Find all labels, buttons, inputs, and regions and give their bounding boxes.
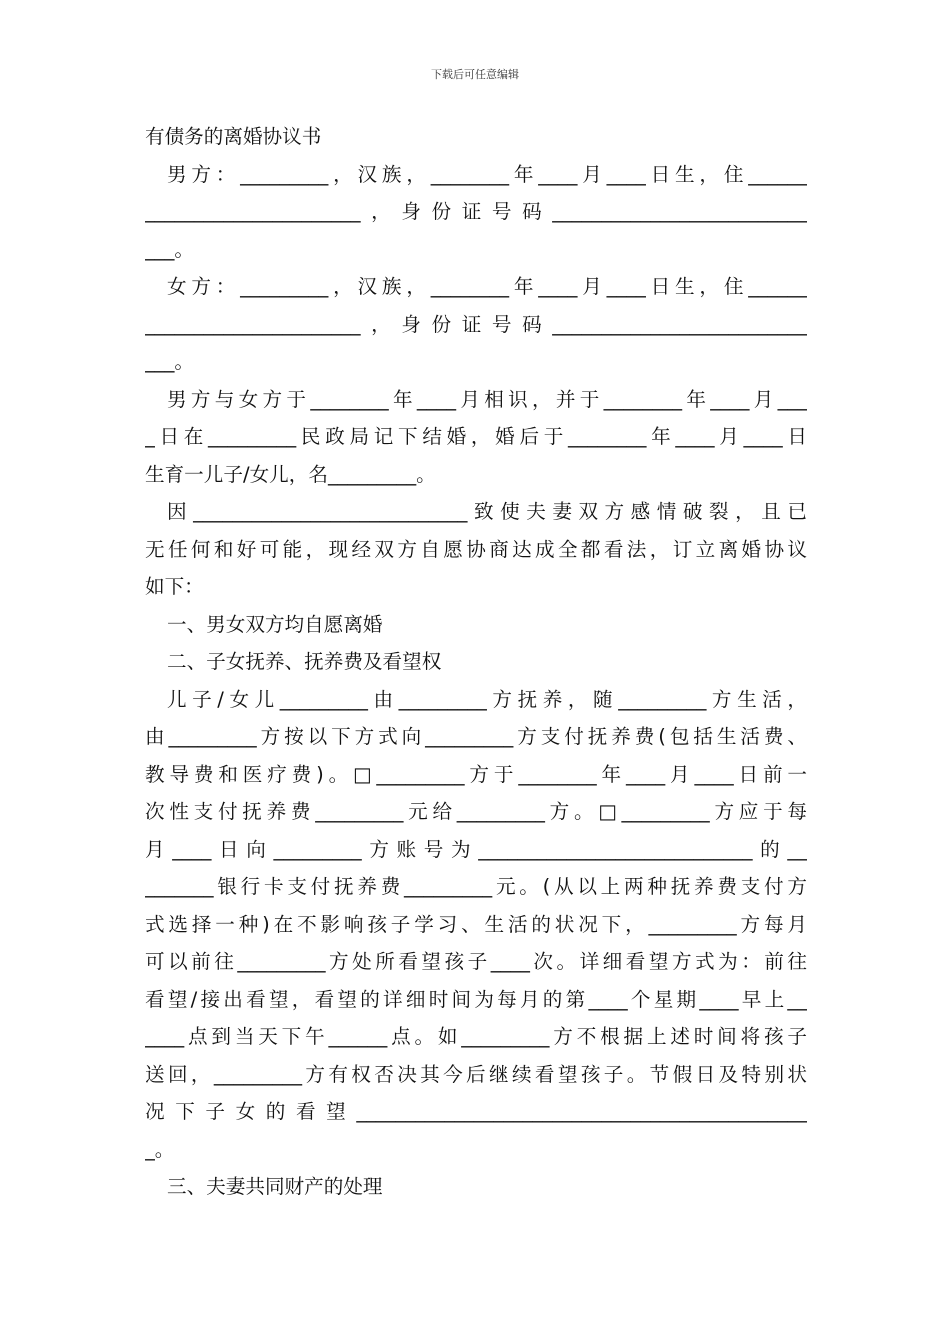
text-line: ___。 bbox=[145, 350, 194, 373]
text-line: 女方：_________，汉族，________年____月____日生，住______ bbox=[167, 275, 807, 298]
text-line: ______________________，身份证号码__________________________ bbox=[145, 200, 807, 223]
text-line: 教导费和医疗费)。□_________方于________年____月____日前一 bbox=[145, 762, 807, 786]
text-line: 可以前往_________方处所看望孩子____次。详细看望方式为：前往 bbox=[145, 950, 807, 973]
text-line: ___。 bbox=[145, 237, 194, 261]
text-line: 儿子/女儿_________由_________方抚养，随_________方生活， bbox=[167, 687, 807, 711]
text-line: 三、夫妻共同财产的处理 bbox=[167, 1175, 383, 1198]
text-line: 由_________方按以下方式向_________方支付抚养费(包括生活费、 bbox=[145, 725, 807, 748]
text-line: 男方与女方于________年____月相识，并于________年____月___ bbox=[167, 387, 807, 411]
text-line: ____点到当天下午______点。如_________方不根据上述时间将孩子 bbox=[145, 1025, 807, 1048]
text-line: 式选择一种)在不影响孩子学习、生活的状况下，_________方每月 bbox=[145, 912, 807, 936]
document-body bbox=[145, 118, 807, 1206]
text-line: 看望/接出看望，看望的详细时间为每月的第____个星期____早上__ bbox=[145, 987, 807, 1011]
text-line: 生育一儿子/女儿，名_________。 bbox=[145, 462, 436, 486]
text-line: ______________________，身份证号码__________________________ bbox=[145, 312, 807, 336]
text-line: 无任何和好可能，现经双方自愿协商达成全都看法，订立离婚协议 bbox=[145, 537, 807, 561]
text-line: 况下子女的看望______________________________________________ bbox=[145, 1100, 807, 1123]
text-line: 一、男女双方均自愿离婚 bbox=[167, 612, 383, 636]
page-header: 下载后可任意编辑 bbox=[431, 68, 519, 81]
text-line: _日在_________民政局记下结婚，婚后于________年____月____日 bbox=[145, 425, 807, 448]
text-line: 如下： bbox=[145, 575, 204, 598]
text-line: 二、子女抚养、抚养费及看望权 bbox=[167, 650, 442, 673]
text-line: 次性支付抚养费_________元给_________方。□_________方应于每 bbox=[145, 800, 807, 823]
text-line: 因____________________________致使夫妻双方感情破裂，且已 bbox=[167, 500, 807, 523]
text-line: _。 bbox=[145, 1137, 175, 1161]
text-line: _______银行卡支付抚养费_________元。(从以上两种抚养费支付方 bbox=[145, 875, 807, 898]
document-title: 有债务的离婚协议书 bbox=[145, 125, 322, 148]
text-line: 男方：_________，汉族，________年____月____日生，住______ bbox=[167, 162, 807, 186]
text-line: 月____日向_________方账号为____________________________的__ bbox=[145, 837, 807, 861]
text-line: 送回，_________方有权否决其今后继续看望孩子。节假日及特别状 bbox=[145, 1062, 807, 1086]
